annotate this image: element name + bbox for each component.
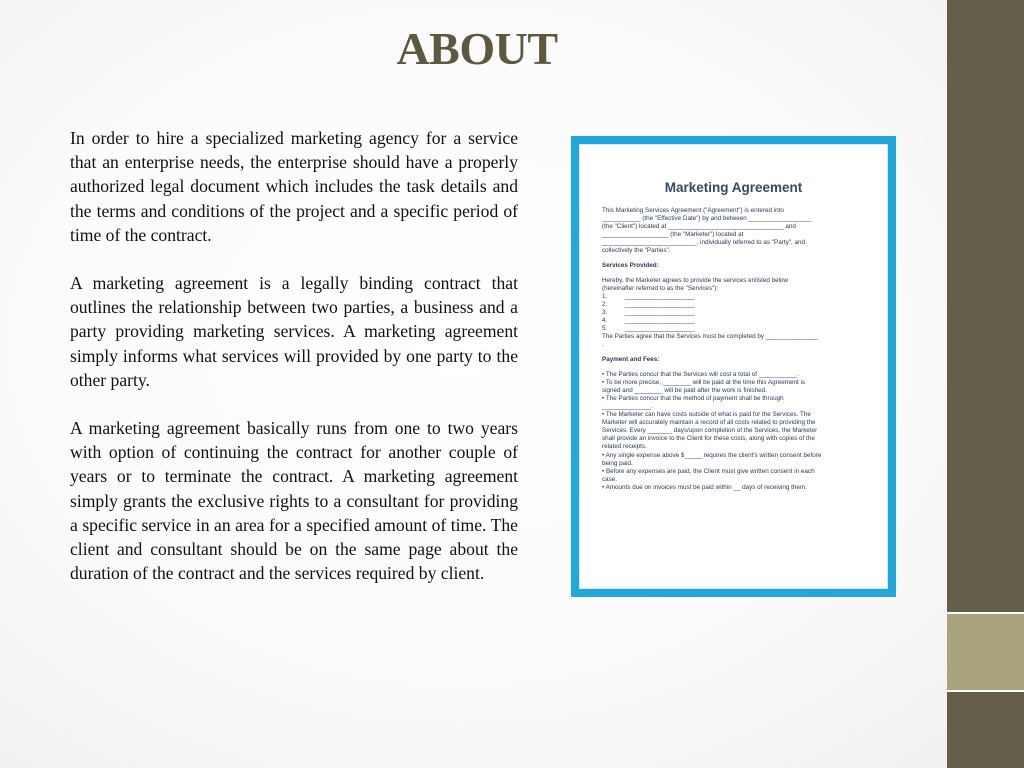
agreement-line: being paid. [602,459,633,467]
agreement-line: • To be more precise, ________ will be paid at the time this Agreement is [602,378,806,386]
agreement-line: related receipts. [602,443,647,451]
agreement-line: • The Parties concur that the method of payment shall be through [602,394,784,402]
agreement-line: . [602,341,604,349]
agreement-intro [602,207,865,256]
agreement-document-image [571,136,896,597]
agreement-line: • Any single expense above $_____ requires the client's written consent before [602,451,822,459]
services-heading: Services Provided: [602,261,659,269]
sidebar-divider-bottom [947,690,1024,692]
slide-title: ABOUT [396,23,558,74]
agreement-line: ______________. [602,402,653,410]
body-paragraph-3: A marketing agreement basically runs from one to two years with option of continuing the contract for another couple of years or to terminate the contract. A marketing agreement simply grants the exclusive rights to a consultant for providing a specific service in an area for a specified amount of time. The client and consultant should be on the same page about the duration of the contract and the services required by client. [70,418,518,584]
agreement-line: Hereby, the Marketer agrees to provide the services enlisted below [602,276,789,284]
payment-heading: Payment and Fees: [602,355,660,363]
agreement-line: • The Marketer can have costs outside of what is paid for the Services. The [602,411,811,419]
services-section [602,277,865,350]
agreement-line: • Before any expenses are paid, the Client must give written consent in each [602,467,815,475]
agreement-line: ___________________ (the "Marketer") located at [602,231,744,239]
sidebar-accent-band [947,614,1024,690]
body-paragraph-1: In order to hire a specialized marketing agency for a service that an enterprise needs, the enterprise should have a properly authorized legal document which includes the task details and the terms and conditions of the project and a specific period of time of the contract. [70,128,518,245]
agreement-line: Marketer will accurately maintain a record of all costs related to providing the [602,419,816,427]
agreement-line: collectively the "Parties". [602,247,671,255]
agreement-line: shall provide an invoice to the Client for these costs, along with copies of the [602,435,815,443]
slide-body [70,126,518,609]
services-list-item: 1. ____________________ [602,292,695,300]
agreement-line: signed and ________ will be paid after the work is finished. [602,386,767,394]
agreement-title: Marketing Agreement [664,180,803,195]
agreement-line: The Parties agree that the Services must be completed by _______________ [602,333,819,341]
agreement-line: • Amounts due on invoices must be paid within __ days of receiving them. [602,483,807,491]
services-list-item: 5. ____________________ [602,325,695,333]
services-list-item: 2. ____________________ [602,300,695,308]
agreement-line: This Marketing Services Agreement ("Agreement") is entered into [602,207,784,214]
services-list-item: 3. ____________________ [602,309,695,317]
agreement-line: Services. Every _______ days/upon completion of the Services, the Marketer [602,427,818,435]
agreement-line: (hereinafter referred to as the "Services"): [602,284,719,292]
agreement-document-page [579,144,888,589]
agreement-line: • The Parties concur that the Services will cost a total of ___________. [602,370,800,378]
body-paragraph-2: A marketing agreement is a legally binding contract that outlines the relationship between two parties, a business and a party providing marketing services. A marketing agreement simply informs what services will provided by one party to the other party. [70,273,518,390]
payment-section [602,371,865,492]
agreement-line: case. [602,475,618,483]
agreement-line: (the "Client") located at _________________________________ and [602,223,796,231]
agreement-line: ___________ (the "Effective Date") by and between __________________ [602,215,812,223]
services-list-item: 4. ____________________ [602,317,695,325]
agreement-line: ___________________________, individually referred to as "Party", and [602,239,805,247]
